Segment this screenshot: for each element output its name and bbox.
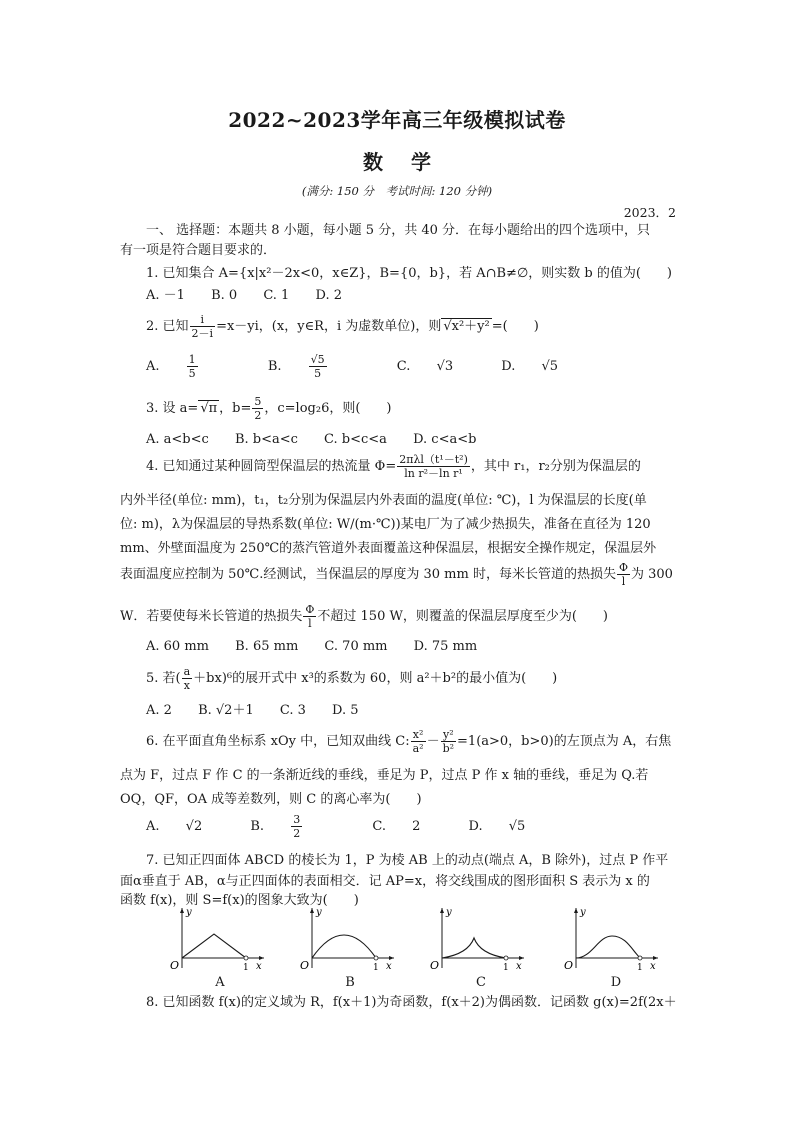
q7-graph-b-label: B	[345, 975, 355, 990]
origin-label: O	[564, 959, 574, 972]
q1-option-d: D. 2	[315, 288, 342, 303]
q3-option-d: D. c<a<b	[413, 432, 477, 447]
q2-text: 2. 已知 $\frac{i}{2-i}$ =x－yi，(x，y∈R，i 为虚数单位)，则√ x²＋y² =( )	[146, 312, 682, 342]
q4-line4: mm、外壁面温度为 250℃的蒸汽管道外表面覆盖这种保温层，根据安全操作规定，保温层外	[120, 541, 657, 556]
subject-title: 数学	[363, 150, 459, 174]
y-axis-arrow	[310, 908, 314, 913]
origin-label: O	[430, 959, 440, 972]
y-label: y	[446, 907, 452, 918]
curve-bell	[576, 936, 640, 958]
q2-option-a: A. $\frac{1}{5}$	[146, 353, 196, 380]
q5-text: 5. 若( $\frac{a}{x}$ ＋bx)⁶的展开式中 x³的系数为 60，则 a²＋b²的最小值为( )	[146, 665, 558, 692]
q3-sqrt: √ π	[198, 400, 219, 416]
q6-fraction-y: $\frac{\text{y²}}{\text{b²}}$	[442, 728, 455, 755]
q2-sqrt: √ x²＋y²	[441, 318, 491, 334]
q5-option-a: A. 2	[146, 703, 172, 718]
y-axis-arrow	[440, 908, 444, 913]
y-label: y	[316, 907, 322, 918]
q1-option-b: B. 0	[211, 288, 238, 303]
q6-option-d: D. √5	[468, 819, 526, 834]
y-axis-arrow	[574, 908, 578, 913]
open-point	[638, 956, 642, 960]
q6-line1: 6. 在平面直角坐标系 xOy 中，已知双曲线 C: $\frac{\text{x²}}{\text{a²}}$ － $\frac{\text{y²}}{\text{b²}}$ =1(a>0，b>0)的左顶点为 A，右焦	[146, 728, 672, 755]
section-heading-line1: 一、 选择题：本题共 8 小题，每小题 5 分，共 40 分．在每小题给出的四个选项中，只	[146, 223, 651, 238]
q1-text: 1. 已知集合 A={x|x²－2x<0，x∈Z}，B={0，b}，若 A∩B≠∅，则实数 b 的值为( )	[146, 266, 672, 281]
q5-option-c: C. 3	[279, 703, 306, 718]
q4-option-c: C. 70 mm	[324, 639, 388, 654]
tick-label: 1	[373, 963, 379, 972]
curve-arc	[312, 935, 376, 958]
q4-heatloss-fraction-2: $\frac{\Phi}{l}$	[305, 603, 315, 630]
x-axis-arrow	[259, 956, 264, 960]
q7-graph-a-label: A	[215, 975, 225, 990]
open-point	[504, 956, 508, 960]
q3-option-b: B. b<a<c	[234, 432, 298, 447]
tick-label: 1	[637, 963, 643, 972]
q4-line3: 位: m)，λ为保温层的导热系数(单位: W/(m·℃))某电厂为了减少热损失，准备在直径为 120	[120, 517, 651, 532]
y-label: y	[186, 907, 192, 918]
q3-option-c: C. b<c<a	[324, 432, 387, 447]
q3-options	[146, 431, 498, 449]
q6-option-a: A. √2	[146, 819, 203, 834]
q1-options	[146, 287, 364, 305]
q7-graph-b	[294, 906, 398, 972]
origin-label: O	[170, 959, 180, 972]
open-point	[374, 956, 378, 960]
exam-info: (满分: 150 分 考试时间: 120 分钟)	[301, 184, 493, 198]
q7-line2: 面α垂直于 AB，α与正四面体的表面相交．记 AP=x，将交线围成的图形面积 S 表示为 x 的	[120, 874, 650, 889]
q2-fraction: $\frac{i}{2-i}$	[191, 313, 214, 340]
y-axis-arrow	[180, 908, 184, 913]
exam-date: 2023．2	[623, 205, 676, 220]
q7-graph-d	[558, 906, 662, 972]
q7-line1: 7. 已知正四面体 ABCD 的棱长为 1，P 为棱 AB 上的动点(端点 A，B 除外)，过点 P 作平	[146, 853, 669, 868]
q4-option-a: A. 60 mm	[146, 639, 209, 654]
q2-option-d: D. √5	[501, 359, 559, 374]
exam-title: 2022~2023学年高三年级模拟试卷	[228, 108, 566, 132]
q7-graph-c-label: C	[476, 975, 486, 990]
q4-line5: 表面温度应控制为 50℃.经测试，当保温层的厚度为 30 mm 时，每米长管道的热损失 $\frac{\Phi}{l}$ 为 300	[120, 561, 673, 588]
q5-fraction: $\frac{a}{x}$	[183, 665, 191, 692]
q4-heatloss-fraction: $\frac{\Phi}{l}$	[618, 561, 628, 588]
open-point	[244, 956, 248, 960]
q3-text: 3. 设 a=√ π ，b= $\frac{5}{2}$ ，c=log₂6，则( )	[146, 394, 682, 424]
q6-line3: OQ，QF，OA 成等差数列，则 C 的离心率为( )	[120, 792, 422, 807]
q6-option-b: B. $\frac{3}{2}$	[250, 813, 301, 840]
section-heading-line2: 有一项是符合题目要求的．	[120, 243, 277, 258]
x-axis-arrow	[653, 956, 658, 960]
q4-line1: 4. 已知通过某种圆筒型保温层的热流量 Φ= $\frac{\text{2πλl（t¹－t²)}}{\text{ln r²－ln r¹}}$ ，其中 r₁，r₂分别为保温层的	[146, 453, 641, 480]
q1-option-a: A. －1	[146, 288, 185, 303]
x-axis-arrow	[519, 956, 524, 960]
y-label: y	[580, 907, 586, 918]
x-label: x	[650, 961, 656, 972]
q4-line6: W．若要使每米长管道的热损失 $\frac{\Phi}{l}$ 不超过 150 W，则覆盖的保温层厚度至少为( )	[120, 603, 608, 630]
q7-graph-d-label: D	[610, 975, 622, 990]
q2-option-b: B. $\frac{√5}{5}$	[267, 353, 325, 380]
x-label: x	[516, 961, 522, 972]
q6-line2: 点为 F，过点 F 作 C 的一条渐近线的垂线，垂足为 P，过点 P 作 x 轴的垂线，垂足为 Q.若	[120, 768, 649, 783]
origin-label: O	[300, 959, 310, 972]
q4-option-b: B. 65 mm	[235, 639, 299, 654]
q5-option-d: D. 5	[332, 703, 359, 718]
q6-fraction-x: $\frac{\text{x²}}{\text{a²}}$	[412, 728, 424, 755]
q4-options	[146, 638, 499, 656]
q3-fraction: $\frac{5}{2}$	[254, 395, 262, 422]
x-axis-arrow	[389, 956, 394, 960]
q2-options	[146, 352, 602, 382]
x-label: x	[386, 961, 392, 972]
q3-option-a: A. a<b<c	[146, 432, 209, 447]
q4-line2: 内外半径(单位: mm)，t₁，t₂分别为保温层内外表面的温度(单位: ℃)，l 为保温层的长度(单	[120, 493, 647, 508]
q8-line1: 8. 已知函数 f(x)的定义域为 R，f(x＋1)为奇函数，f(x＋2)为偶函数．记函数 g(x)=2f(2x＋	[146, 995, 677, 1010]
curve-cusp	[442, 938, 506, 958]
tick-label: 1	[243, 963, 249, 972]
q6-option-c: C. 2	[372, 819, 421, 834]
curve-triangle	[182, 934, 246, 958]
q4-option-d: D. 75 mm	[413, 639, 478, 654]
q1-option-c: C. 1	[263, 288, 290, 303]
q5-options	[146, 702, 381, 720]
tick-label: 1	[503, 963, 509, 972]
q2-option-c: C. √3	[396, 359, 454, 374]
q4-formula: $\frac{\text{2πλl（t¹－t²)}}{\text{ln r²－ln r¹}}$	[399, 453, 468, 480]
q5-option-b: B. √2＋1	[198, 703, 254, 718]
q7-line3: 函数 f(x)，则 S=f(x)的图象大致为( )	[120, 893, 359, 908]
q6-options	[146, 812, 569, 842]
x-label: x	[256, 961, 262, 972]
q7-graph-a	[164, 906, 268, 972]
q7-graph-c	[424, 906, 528, 972]
